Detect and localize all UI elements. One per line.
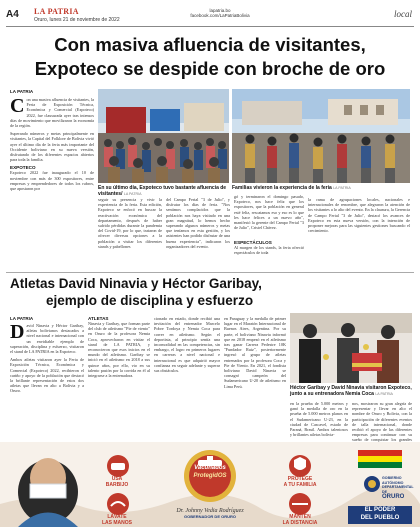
article2-headline-1: Atletas David Ninavia y Héctor Garibay,: [10, 276, 262, 291]
social-facebook: facebook.com/LaPatriaBolivia: [190, 13, 250, 18]
header-divider: [6, 26, 414, 27]
article2-column-1: [10, 323, 84, 440]
ad-center-1: Vacunados: [194, 465, 226, 471]
article1-column-4: [234, 194, 304, 270]
ad-slogan: [348, 507, 412, 522]
photo2-credit: LA PATRIA: [333, 186, 351, 190]
article1-kicker: LA PATRIA: [10, 89, 34, 94]
shield-family-icon: [289, 455, 311, 477]
article1-paragraph-3: Expoteco 2022 fue inaugurado el 10 de noviembre con más de 300 expositores, entre empresas y emprendedores de todos los rubros, que apostaron por: [10, 170, 94, 192]
ad-right-top: [270, 476, 330, 488]
ad-right-bottom: [270, 514, 330, 526]
article2-paragraph-2: Ambos atletas visitaron ayer la Feria de Exposición Técnica, Económica y Comercial (Expoteco) 2022, recibieron el cariño y apoyo de la población que destacó la brillante representación de estos dos atletas que llevan en alto a Bolivia y a Oruro.: [10, 357, 84, 394]
ad-government-name: [382, 476, 416, 501]
section-label: local: [394, 9, 412, 19]
article1-column-3: del Campo Ferial "3 de Julio", y disfrutar los días de feria. "Nos sentimos complacidos que la población nos haya visitado en una gran magnitud, lo hemos hecho superando algunos números y metas que teníamos en esta gestión, y los asistentes han podido disfrutar de una buena experiencia", indicaron los organizadores del evento.: [166, 197, 230, 249]
article2-column-6: nos, mostraron su gran alegría de representar y llevar en alto el nombre de Oruro y Bolivia, con la participación de diferentes eventos de talla internacional, donde recibió el apoyo de las diferentes empresas para continuar con su sueño de conquistar los grandes: [352, 401, 412, 443]
newspaper-logo: LA PATRIA: [34, 7, 79, 16]
article2-column-5: en la prueba de 5.000 metros y ganó la medalla de oro en la prueba de 5.000 metros planos en el Sudamericano U-23, en la ciudad de Cascavel, estado de Paraná, Brasil. Ambos talentosos y brillantes atletas bolivia-: [290, 401, 348, 438]
ad-left-bottom-2: LAS MANOS: [102, 520, 132, 526]
ad-signature-title: GOBERNADOR DE ORURO: [183, 514, 236, 519]
distance-icon: [289, 493, 311, 515]
ad-gob-1: GOBIERNO AUTÓNOMO: [382, 476, 404, 485]
handwash-icon: [107, 493, 129, 515]
families-fair-photo: [232, 89, 410, 183]
mask-icon: [107, 455, 129, 477]
article2-subhead-1: ATLETAS: [88, 316, 109, 321]
article1-column-4b-text: Al margen de los stands, la feria ofreció espectáculos de toda: [234, 245, 304, 256]
ad-left-bottom: [88, 514, 146, 526]
ad-slogan-1: EL PODER: [364, 507, 396, 513]
photo3-caption-text: Héctor Garibay y David Ninavia visitaron Expoteco, junto a su entrenadora Nemia Coca: [290, 385, 412, 397]
coat-of-arms-icon: [364, 476, 380, 492]
article1-column-5: la rama de agrupaciones locales, nacionales e internacionales de renombre, que alegraron la atención de los visitantes a lo alto del evento. En la clausura, la Gerencia de Campo Ferial "3 de Julio", destacó los avances de Expoteco en esta nueva versión, con la intención de proponer mejoras para las siguientes gestiones buscando el crecimiento.: [308, 197, 410, 234]
article1-column-1: [10, 97, 94, 270]
ad-gob-2: DEPARTAMENTAL DE: [382, 485, 414, 494]
expoteco-crowd-photo: [98, 89, 229, 183]
ad-gob-3: ORURO: [382, 494, 405, 500]
article1-paragraph-2: Superando números y metas principalmente en visitantes, la Capital del Folklore de Bolivia vivió ayer el último día de la feria más importante del Occidente boliviano en su nueva versión, disfrutando de los diferentes espacios abiertos para toda la familia.: [10, 131, 94, 163]
article2-dropcap: D: [10, 321, 25, 343]
government-ad: [0, 442, 420, 527]
article1-lead: on una masiva afluencia de visitantes, la Feria de Exposición Técnica, Económica y Comercial (Expoteco) 2022, fue clausurada ayer tras intensos días de movimiento que movilizaron la economía de la región.: [10, 97, 95, 129]
ad-slogan-2: DEL PUEBLO: [360, 514, 400, 521]
photo3-caption: [290, 385, 412, 399]
page-number: A4: [6, 9, 19, 20]
ad-left-top: [88, 476, 146, 488]
article2-column-2-text: Ninavia y Garibay, que forman parte del club de atletismo "Pie de viento" en Oruro de la profesora Nemia Coca, aprovecharon en visitar el stand de LA PATRIA, y reconocieron que esos inicios en el mundo del atletismo. Garibay se inició en el atletismo en 2018 a sus quince años, por ello, vio en su talento pasión por la corrida en él al integrarse a la entrenadora.: [88, 321, 150, 379]
ad-left-top-2: BARBIJO: [105, 482, 129, 488]
ad-center-2: ProtegidOS: [193, 473, 227, 479]
photo2-caption: [232, 185, 410, 192]
photo1-caption-text: En su último día, Expoteco tuvo bastante afluencia de visitantes/: [98, 185, 227, 197]
article2-kicker: LA PATRIA: [10, 316, 34, 321]
article1-column-4-text: gó y terminaron el domingo pasado, Expoteco, nos hace feliz que los expositores, que la población en general esté feliz, rescatamos eso y eso es lo que les hace felices a un nuevo año", manifestó la gerente del Campo Ferial "3 de Julio", Cristel Chávez.: [234, 194, 304, 231]
social-web: lapatria.bo: [209, 8, 231, 13]
athletes-photo: [290, 313, 412, 383]
ad-right-top-2: A TU FAMILIA: [283, 482, 317, 488]
article1-headline-1: Con masiva afluencia de visitantes,: [54, 34, 366, 55]
photo1-credit: LA PATRIA: [123, 192, 142, 196]
article-divider: [6, 272, 414, 273]
issue-date: Oruro, lunes 21 de noviembre de 2022: [34, 17, 120, 23]
article1-subhead-2: ESPECTÁCULOS: [234, 240, 272, 245]
article1-dropcap: C: [10, 95, 25, 117]
ad-left-top-1: USA: [111, 476, 123, 482]
article1-headline-2: Expoteco se despide con broche de oro: [34, 58, 386, 79]
social-links: [180, 8, 260, 18]
photo2-caption-text: Familias vivieron la experiencia de la feria: [232, 185, 332, 191]
ad-signature-block: [160, 508, 260, 519]
photo1-caption: [98, 185, 229, 197]
article2-column-2: [88, 316, 150, 440]
ad-right-bottom-1: MANTÉN: [289, 514, 311, 520]
article2-column-3: cionado en estado, donde recibió una invitación del entrenador Marcelo Pobre Tordoya y Nemia Coca para correr en atletismo. Según el deportista, al principio sentía una incomodidad en las competencias, sin embargo, el logro en primeros lugares en carreras a nivel nacional e internacional es que adquirió mayor confianza en seguir adelante y superar sus obstáculos.: [154, 316, 220, 374]
article2-column-4: en Paraguay y la medalla de primer lugar en el Maratón Internacional de Buenos Aires, Argentina. Por su parte, el boliviano Ninavia informó que en 2018 empezó en el atletismo tras ganar Carrera Pedestre 10K "Fundador Ruiz", posteriormente ingresó al grupo de atletas entrenados por la profesora Coca y Pie de Viento. En 2021, el fondista boliviano David Ninavia se consagró campeón del Sudamericano U-20 de atletismo en Lima Perú.: [224, 316, 286, 389]
ad-right-bottom-2: LA DISTANCIA: [282, 520, 318, 526]
ad-left-bottom-1: LÁVATE: [107, 514, 127, 520]
ad-signature: Dr. Johnny Vedia Rodríguez: [176, 508, 244, 514]
article1-column-2: seguir su presencia y vivir la experiencia de la feria. Esta edición, Expoteco se enfocó en buscar la reactivación económica del departamento, después de haber sufrido pérdidas durante la pandemia del Covid-19, por lo que, trataron de ofrecer diversas opciones a la población a visitar los diferentes stands y pabellones: [98, 197, 162, 249]
article2-headline-2: ejemplo de disciplina y esfuerzo: [46, 293, 254, 308]
bolivia-flag-icon: [358, 450, 402, 468]
ad-right-top-1: PROTEGE: [287, 476, 313, 482]
article1-subhead-1: EXPOTECO: [10, 165, 36, 171]
photo3-credit: LA PATRIA: [375, 392, 393, 396]
article2-lead: avid Ninavia y Héctor Garibay, atletas bolivianos destacados a nivel nacional e internacional con un envidiable ejemplo de superación, disciplina y esfuerzo, visitaron el stand de LA PATRIA en la Expoteco.: [10, 323, 84, 355]
ad-center-slogan: [186, 464, 234, 480]
